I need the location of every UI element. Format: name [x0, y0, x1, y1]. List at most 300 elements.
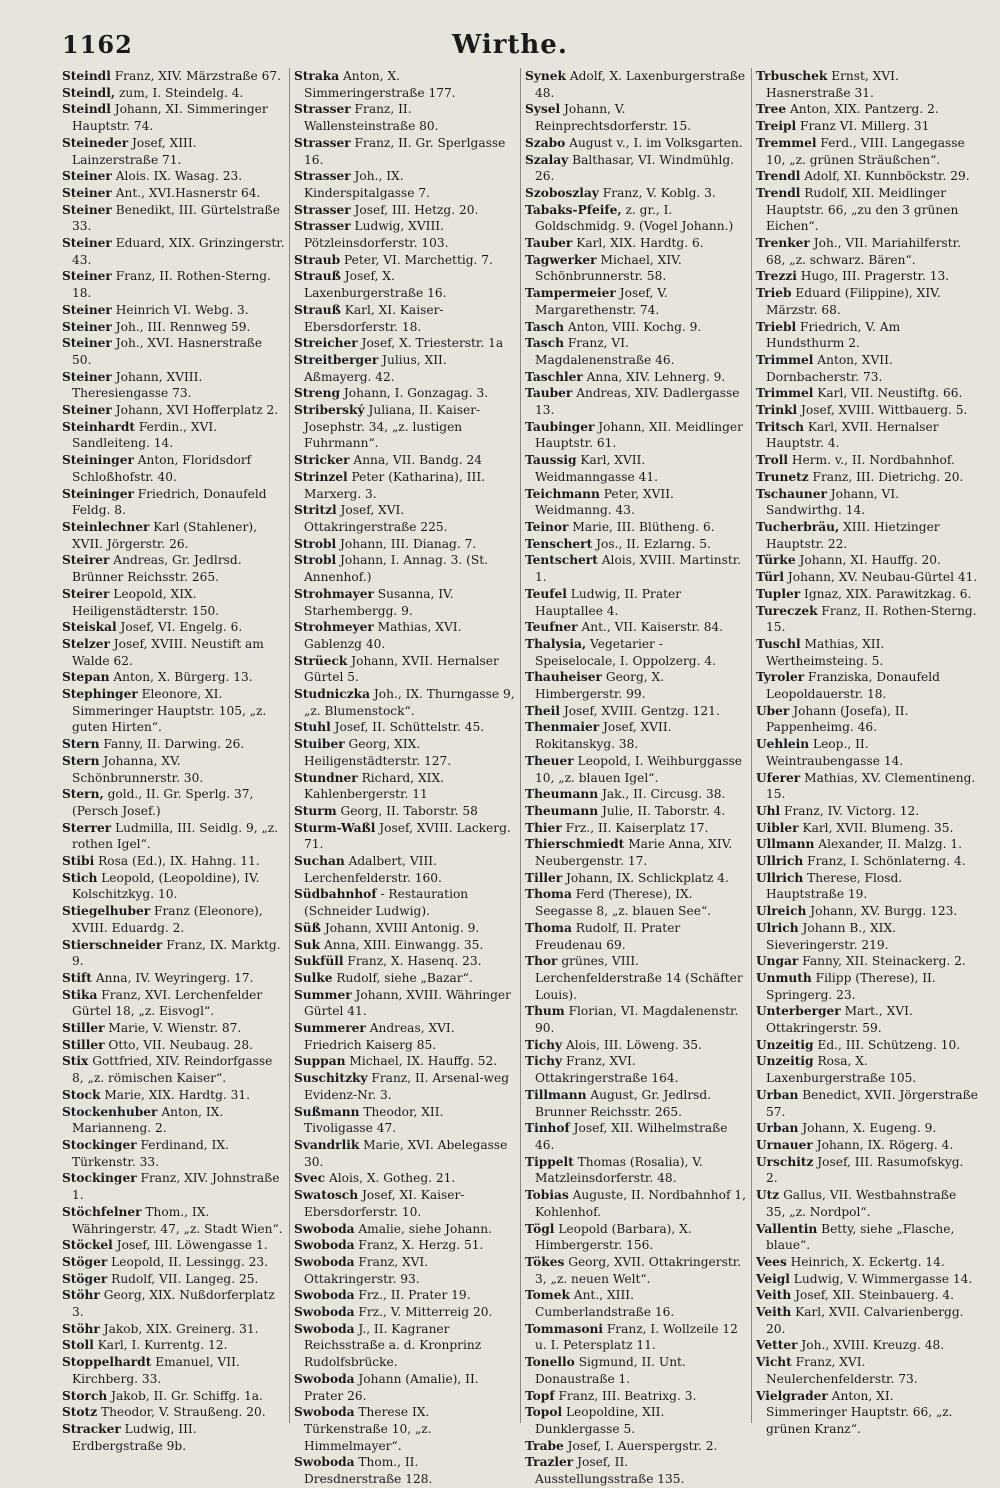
entry-details: Filipp (Therese), II. Springerg. 23. — [766, 970, 936, 1002]
entry-name: Tschauner — [756, 486, 827, 501]
entry-name: Szoboszlay — [525, 185, 599, 200]
directory-entry — [62, 970, 285, 987]
directory-entry — [294, 452, 516, 469]
entry-name: Steindl, — [62, 85, 116, 100]
entry-name: Stockenhuber — [62, 1104, 158, 1119]
directory-entry — [756, 953, 978, 970]
entry-name: Thoma — [525, 887, 572, 902]
entry-name: Stift — [62, 970, 92, 985]
entry-name: Stuhl — [294, 720, 331, 735]
entry-name: Tauber — [525, 386, 573, 401]
entry-name: Steirer — [62, 586, 110, 601]
directory-entry — [294, 920, 516, 937]
directory-entry — [756, 586, 978, 603]
entry-name: Taussig — [525, 453, 577, 468]
directory-entry — [62, 419, 285, 452]
directory-entry — [62, 302, 285, 319]
entry-details: Friedrich, V. Am Hundsthurm 2. — [766, 319, 901, 351]
directory-entry — [62, 1388, 285, 1405]
entry-details: Karl, I. Kurrentg. 12. — [97, 1338, 228, 1353]
directory-entry — [294, 937, 516, 954]
entry-details: Anton, XIX. Pantzerg. 2. — [790, 102, 939, 117]
directory-entry — [62, 1354, 285, 1387]
entry-name: Strinzel — [294, 469, 348, 484]
entry-name: Thum — [525, 1004, 565, 1019]
entry-details: Therese, Flosd. Hauptstraße 19. — [766, 870, 903, 902]
entry-details: Johann, VI. Sandwirthg. 14. — [766, 486, 900, 518]
directory-entry — [756, 101, 978, 118]
directory-entry — [62, 1321, 285, 1338]
entry-details: Mathias, XV. Clementineng. 15. — [766, 770, 976, 802]
entry-name: Stockinger — [62, 1138, 137, 1152]
entry-details: Georg, X. Himbergerstr. 99. — [535, 670, 665, 702]
entry-name: Swoboda — [294, 1221, 355, 1236]
entry-name: Theuer — [525, 753, 574, 768]
entry-details: Jos., II. Ezlarng. 5. — [596, 536, 711, 551]
directory-entry — [756, 118, 978, 135]
entry-name: Trimmel — [756, 386, 814, 401]
directory-entry — [294, 252, 516, 269]
entry-name: Steininger — [62, 453, 134, 468]
entry-name: Tuschl — [756, 636, 801, 651]
entry-details: Karl, XVII. Calvarienbergg. 20. — [766, 1305, 964, 1336]
directory-entry — [756, 168, 978, 185]
directory-entry — [294, 987, 516, 1020]
entry-name: Strasser — [294, 135, 351, 150]
directory-entry — [294, 1254, 516, 1287]
entry-name: Sturm — [294, 803, 337, 818]
directory-entry — [756, 1287, 978, 1304]
directory-entry — [294, 1237, 516, 1254]
directory-entry — [756, 836, 978, 853]
entry-name: Strasser — [294, 219, 351, 234]
directory-entry — [62, 1104, 285, 1137]
directory-entry — [525, 803, 747, 820]
entry-name: Svandrlik — [294, 1138, 360, 1152]
entry-details: Anna, IV. Weyringerg. 17. — [95, 970, 254, 985]
directory-entry — [294, 1053, 516, 1070]
entry-details: Eleonore, XI. Simmeringer Hauptstr. 105, „z. guten Hirten“. — [72, 687, 267, 735]
directory-entry — [62, 619, 285, 636]
directory-entry — [294, 953, 516, 970]
directory-column — [58, 68, 289, 1453]
entry-name: Trendl — [756, 185, 801, 200]
entry-name: Stiller — [62, 1037, 105, 1052]
entry-name: Swatosch — [294, 1188, 359, 1203]
entry-details: Johann, XVI Hofferplatz 2. — [115, 403, 279, 418]
entry-name: Stibi — [62, 854, 95, 869]
directory-entry — [62, 1204, 285, 1237]
directory-entry — [756, 385, 978, 402]
directory-entry — [756, 1337, 978, 1354]
entry-details: Franz, II. Wallensteinstraße 80. — [304, 102, 439, 134]
entry-name: Theumann — [525, 787, 599, 802]
directory-entry — [62, 202, 285, 235]
entry-details: J., II. Kagraner Reichsstraße a. d. Kronprinz Rudolfsbrücke. — [304, 1321, 482, 1370]
directory-entry — [525, 836, 747, 869]
directory-entry — [525, 152, 747, 185]
directory-entry — [294, 970, 516, 987]
entry-details: Joh., XVIII. Kreuzg. 48. — [801, 1338, 945, 1353]
directory-entry — [294, 402, 516, 452]
entry-name: Stern, — [62, 787, 104, 802]
entry-name: Tiller — [525, 870, 563, 885]
directory-entry — [756, 669, 978, 702]
entry-details: Vegetarier - Speiselocale, I. Oppolzerg. 4. — [535, 636, 716, 668]
directory-entry — [294, 770, 516, 803]
entry-details: Herm. v., II. Nordbahnhof. — [791, 453, 955, 468]
entry-name: Stierschneider — [62, 937, 163, 952]
directory-entry — [294, 586, 516, 619]
entry-details: Frz., II. Prater 19. — [358, 1288, 471, 1303]
entry-details: Alois, XVIII. Martinstr. 1. — [535, 553, 742, 585]
directory-entry — [294, 1137, 516, 1170]
entry-details: Franz, III. Beatrixg. 3. — [558, 1388, 697, 1403]
entry-name: Vielgrader — [756, 1388, 828, 1403]
entry-name: Steiner — [62, 202, 112, 217]
entry-details: Ant., XVI.Hasnerstr 64. — [115, 185, 261, 200]
entry-details: Eduard (Filippine), XIV. Märzstr. 68. — [766, 286, 941, 317]
entry-details: - Restauration (Schneider Ludwig). — [304, 887, 469, 919]
entry-details: Jakob, XIX. Greinerg. 31. — [103, 1321, 259, 1336]
directory-entry — [525, 285, 747, 318]
entry-name: Treipl — [756, 119, 797, 134]
entry-details: Michael, IX. Hauffg. 52. — [349, 1054, 498, 1069]
page-heading: Wirthe. — [452, 30, 568, 60]
entry-name: Vicht — [756, 1355, 792, 1370]
entry-details: Anton, IX. Marianneng. 2. — [72, 1104, 224, 1136]
entry-details: Josef, VI. Engelg. 6. — [120, 620, 243, 635]
entry-details: Emanuel, VII. Kirchberg. 33. — [72, 1355, 240, 1386]
entry-details: Josef, XVIII. Lackerg. 71. — [304, 820, 511, 852]
directory-entry — [525, 1003, 747, 1036]
directory-entry — [62, 937, 285, 970]
entry-details: Johanna, XV. Schönbrunnerstr. 30. — [72, 753, 204, 785]
directory-entry — [525, 786, 747, 803]
entry-name: Trenker — [756, 236, 810, 251]
entry-name: Stritzl — [294, 503, 337, 518]
entry-name: Stuiber — [294, 737, 345, 752]
entry-name: Unzeitig — [756, 1037, 814, 1052]
entry-details: Franz, II. Rothen-Sterng. 15. — [766, 603, 977, 635]
directory-entry — [294, 218, 516, 251]
entry-name: Veith — [756, 1288, 792, 1303]
directory-entry — [756, 1388, 978, 1438]
directory-entry — [525, 1287, 747, 1320]
entry-details: Anton, XVII. Dornbacherstr. 73. — [766, 352, 893, 384]
entry-details: Johann, XII. Meidlinger Hauptstr. 61. — [535, 419, 743, 451]
entry-name: Swoboda — [294, 1238, 355, 1253]
entry-name: Suchan — [294, 854, 345, 869]
directory-entry — [62, 1404, 285, 1421]
entry-name: Stika — [62, 987, 98, 1002]
directory-column — [751, 68, 982, 1436]
entry-details: Josef, XVII. Rokitanskyg. 38. — [535, 720, 672, 752]
entry-name: Stricker — [294, 453, 350, 468]
entry-name: Tippelt — [525, 1154, 574, 1169]
directory-entry — [525, 1037, 747, 1054]
entry-name: Südbahnhof — [294, 887, 377, 902]
entry-details: Josef, XIII. Lainzerstraße 71. — [72, 135, 197, 167]
directory-entry — [294, 1221, 516, 1238]
directory-entry — [756, 135, 978, 168]
entry-details: Josef, III. Rasumofskyg. 2. — [766, 1154, 964, 1186]
directory-entry — [756, 870, 978, 903]
directory-entry — [756, 1137, 978, 1154]
entry-name: Thierschmiedt — [525, 837, 625, 852]
entry-name: Stöger — [62, 1254, 108, 1269]
entry-details: Theodor, XII. Tivoligasse 47. — [304, 1104, 444, 1136]
entry-details: Anton, X. Bürgerg. 13. — [113, 670, 253, 685]
directory-entry — [294, 1404, 516, 1454]
entry-name: Stelzer — [62, 636, 110, 651]
entry-details: Rudolf, siehe „Bazar“. — [336, 970, 473, 985]
entry-name: Streitberger — [294, 352, 379, 367]
directory-entry — [525, 68, 747, 101]
directory-entry — [756, 352, 978, 385]
entry-details: Leopold, (Leopoldine), IV. Kolschitzkyg. 10. — [72, 870, 260, 902]
entry-details: Franz, V. Koblg. 3. — [602, 185, 716, 200]
entry-details: Johann, I. Gonzagag. 3. — [343, 386, 489, 401]
entry-name: Suppan — [294, 1054, 346, 1069]
entry-name: Streng — [294, 386, 340, 401]
directory-entry — [756, 1037, 978, 1054]
entry-name: Trezzi — [756, 269, 797, 284]
entry-name: Triebl — [756, 319, 797, 334]
entry-details: Johann (Amalie), II. Prater 26. — [304, 1371, 479, 1403]
entry-details: Franz, XIV. Johnstraße 1. — [72, 1171, 280, 1203]
entry-name: Tenschert — [525, 536, 593, 551]
entry-details: Juliana, II. Kaiser-Josephstr. 34, „z. lustigen Fuhrmann“. — [304, 403, 481, 451]
entry-details: Franz, III. Dietrichg. 20. — [812, 469, 964, 484]
entry-details: Anna, XIII. Einwangg. 35. — [323, 937, 484, 952]
entry-details: Johann, I. Annag. 3. (St. Annenhof.) — [304, 553, 489, 585]
entry-details: Leop., II. Weintraubengasse 14. — [766, 737, 904, 768]
directory-entry — [294, 536, 516, 553]
entry-name: Stöhr — [62, 1288, 100, 1303]
entry-name: Teichmann — [525, 486, 600, 501]
entry-name: Steindl — [62, 69, 111, 83]
directory-entry — [756, 402, 978, 419]
directory-entry — [525, 1154, 747, 1187]
directory-entry — [294, 820, 516, 853]
entry-name: Topol — [525, 1405, 563, 1420]
entry-name: Tyroler — [756, 670, 805, 685]
directory-entry — [62, 1020, 285, 1037]
entry-name: Strohmeyer — [294, 620, 374, 635]
entry-name: Steiner — [62, 369, 112, 384]
directory-entry — [525, 536, 747, 553]
directory-entry — [525, 235, 747, 252]
entry-name: Trbuschek — [756, 69, 828, 83]
entry-name: Teufel — [525, 586, 567, 601]
directory-entry — [62, 669, 285, 686]
directory-entry — [62, 1254, 285, 1271]
directory-entry — [294, 469, 516, 502]
entry-details: Benedikt, III. Gürtelstraße 33. — [72, 202, 280, 234]
entry-name: Suschitzky — [294, 1071, 368, 1086]
entry-name: Streicher — [294, 336, 358, 351]
directory-entry — [62, 1170, 285, 1203]
entry-name: Strohmayer — [294, 586, 374, 601]
directory-entry — [525, 1221, 747, 1254]
directory-entry — [294, 502, 516, 535]
directory-entry — [525, 486, 747, 519]
entry-details: Franz (Eleonore), XVIII. Eduardg. 2. — [72, 904, 263, 935]
directory-entry — [756, 1304, 978, 1337]
entry-name: Steiner — [62, 236, 112, 251]
entry-details: Anna, VII. Bandg. 24 — [353, 453, 483, 468]
entry-name: Stock — [62, 1087, 101, 1102]
entry-details: Georg, XVII. Ottakringerstr. 3, „z. neuen Welt“. — [535, 1254, 742, 1286]
entry-name: Stephinger — [62, 687, 138, 702]
entry-name: Steinlechner — [62, 519, 150, 534]
directory-entry — [525, 1087, 747, 1120]
entry-details: Jak., II. Circusg. 38. — [601, 787, 726, 802]
directory-entry — [525, 319, 747, 336]
entry-name: Stöchfelner — [62, 1204, 142, 1219]
entry-details: Anna, XIV. Lehnerg. 9. — [586, 369, 726, 384]
directory-entry — [756, 636, 978, 669]
entry-name: Tampermeier — [525, 286, 616, 301]
directory-entry — [62, 486, 285, 519]
directory-entry — [62, 452, 285, 485]
entry-name: Thauheiser — [525, 670, 602, 685]
directory-entry — [62, 552, 285, 585]
entry-details: Amalie, siehe Johann. — [358, 1221, 492, 1236]
entry-details: Josef, II. Ausstellungsstraße 135. — [535, 1455, 685, 1487]
entry-name: Vallentin — [756, 1221, 818, 1236]
entry-details: Josef, I. Auerspergstr. 2. — [567, 1438, 718, 1453]
entry-details: Alois, X. Gotheg. 21. — [328, 1171, 456, 1186]
entry-name: Steiner — [62, 269, 112, 284]
entry-name: Stoppelhardt — [62, 1355, 152, 1370]
entry-name: Thier — [525, 820, 562, 835]
directory-entry — [62, 820, 285, 853]
entry-details: Franz VI. Millerg. 31 — [800, 119, 930, 134]
entry-details: Johann, V. Reinprechtsdorferstr. 15. — [535, 102, 692, 134]
entry-details: Rosa, X. Laxenburgerstraße 105. — [766, 1054, 917, 1086]
entry-name: Teufner — [525, 620, 578, 635]
entry-details: Leopold, XIX. Heiligenstädterstr. 150. — [72, 586, 220, 618]
entry-details: Frz., V. Mitterreig 20. — [358, 1305, 493, 1320]
entry-name: Urban — [756, 1121, 799, 1136]
directory-entry — [756, 1053, 978, 1086]
entry-name: Steindl — [62, 102, 111, 117]
entry-details: Josef, XI. Kaiser-Ebersdorferstr. 10. — [304, 1188, 465, 1219]
entry-name: Urschitz — [756, 1154, 814, 1169]
entry-details: Marie, V. Wienstr. 87. — [108, 1021, 242, 1036]
entry-details: Josef, XVIII. Wittbauerg. 5. — [801, 403, 968, 418]
entry-details: Karl, XVII. Blumeng. 35. — [802, 820, 954, 835]
entry-details: Thom., IX. Währingerstr. 47, „z. Stadt Wien“. — [72, 1204, 283, 1236]
directory-entry — [525, 135, 747, 152]
entry-name: Steirer — [62, 553, 110, 568]
directory-entry — [756, 569, 978, 586]
directory-entry — [62, 135, 285, 168]
directory-entry — [62, 1421, 285, 1454]
entry-name: Strüeck — [294, 653, 348, 668]
directory-entry — [525, 586, 747, 619]
entry-details: Andreas, Gr. Jedlrsd. Brünner Reichsstr. 265. — [72, 553, 242, 585]
directory-entry — [756, 419, 978, 452]
directory-column — [520, 68, 751, 1487]
entry-name: Ungar — [756, 954, 799, 969]
entry-name: Steiner — [62, 169, 112, 184]
entry-details: zum, I. Steindelg. 4. — [118, 85, 244, 100]
entry-name: Storch — [62, 1388, 108, 1403]
entry-name: Strasser — [294, 102, 351, 117]
entry-details: z. gr., I. Goldschmidg. 9. (Vogel Johann.) — [535, 202, 734, 234]
entry-details: Franz, IV. Victorg. 12. — [784, 803, 920, 818]
entry-details: Josef, X. Laxenburgerstraße 16. — [304, 269, 447, 301]
entry-details: Marie, XVI. Abelegasse 30. — [304, 1138, 508, 1169]
directory-entry — [62, 1137, 285, 1170]
entry-details: Johann, XVIII Antonig. 9. — [324, 920, 480, 935]
entry-details: Anton, X. Simmeringerstraße 177. — [304, 69, 456, 100]
entry-name: Summerer — [294, 1021, 366, 1036]
entry-name: Türke — [756, 553, 796, 568]
entry-details: Anton, XI. Simmeringer Hauptstr. 66, „z. grünen Kranz“. — [766, 1388, 953, 1436]
entry-name: Ulrich — [756, 920, 799, 935]
directory-entry — [294, 1070, 516, 1103]
entry-name: Tögl — [525, 1221, 555, 1236]
page-header — [50, 30, 970, 70]
entry-details: Gottfried, XIV. Reindorfgasse 8, „z. römischen Kaiser“. — [72, 1054, 273, 1086]
directory-entry — [62, 853, 285, 870]
entry-name: Svec — [294, 1171, 326, 1186]
entry-details: Rudolf, VII. Langeg. 25. — [111, 1271, 259, 1286]
entry-details: Josef, XII. Steinbauerg. 4. — [795, 1288, 955, 1303]
directory-entry — [756, 235, 978, 268]
directory-entry — [756, 486, 978, 519]
entry-name: Studniczka — [294, 687, 370, 702]
directory-entry — [525, 703, 747, 720]
directory-entry — [525, 619, 747, 636]
entry-name: Szabo — [525, 135, 566, 150]
entry-name: Tagwerker — [525, 252, 597, 267]
entry-name: Steiner — [62, 319, 112, 334]
entry-details: Ferd., VIII. Langegasse 10, „z. grünen Sträußchen“. — [766, 135, 965, 167]
directory-entry — [525, 870, 747, 887]
entry-details: Otto, VII. Neubaug. 28. — [108, 1037, 254, 1052]
entry-details: Peter, XVII. Weidmanng. 43. — [535, 486, 674, 518]
entry-name: Tentschert — [525, 553, 598, 568]
entry-name: Tree — [756, 102, 787, 117]
entry-details: Balthasar, VI. Windmühlg. 26. — [535, 152, 735, 184]
entry-details: Benedict, XVII. Jörgerstraße 57. — [766, 1087, 978, 1119]
entry-name: Tinhof — [525, 1121, 570, 1136]
entry-details: Julie, II. Taborstr. 4. — [601, 803, 726, 818]
directory-entry — [294, 135, 516, 168]
directory-entry — [525, 669, 747, 702]
entry-details: Franz, X. Hasenq. 23. — [347, 954, 482, 969]
entry-details: Alexander, II. Malzg. 1. — [818, 837, 963, 852]
entry-details: Franz, I. Wollzeile 12 u. I. Petersplatz 11. — [535, 1321, 738, 1353]
entry-details: Andreas, XIV. Dadlergasse 13. — [535, 386, 740, 418]
entry-details: Leopold, I. Weihburggasse 10, „z. blauen Igel“. — [535, 753, 742, 785]
directory-entry — [62, 101, 285, 134]
directory-entry — [294, 653, 516, 686]
entry-name: Strasser — [294, 202, 351, 217]
directory-entry — [294, 1104, 516, 1137]
entry-name: Taubinger — [525, 419, 595, 434]
entry-details: Johann, XI. Hauffg. 20. — [799, 553, 941, 568]
entry-name: Süß — [294, 920, 321, 935]
directory-entry — [294, 352, 516, 385]
entry-name: Suk — [294, 937, 321, 952]
directory-entry — [62, 636, 285, 669]
